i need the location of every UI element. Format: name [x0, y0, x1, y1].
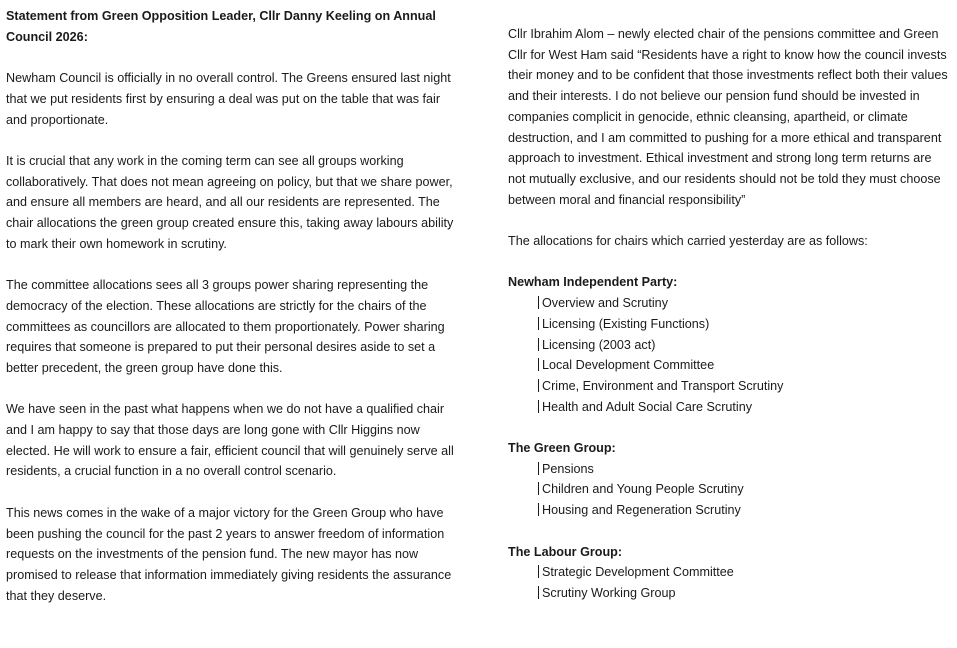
- paragraph-pension-fund-victory: This news comes in the wake of a major victory for the Green Group who have been pushing the council for the past 2 years to answer freedom of information requests on the investments of the pension fund. The new mayor has now promised to release that information immediately giving residents the assurance that they deserve.: [6, 505, 452, 603]
- list-item-label: Children and Young People Scrutiny: [542, 482, 744, 497]
- list-item-label: Licensing (2003 act): [542, 337, 656, 352]
- bullet-bar-icon: [538, 462, 539, 475]
- left-column: [6, 6, 461, 627]
- list-item: [538, 583, 948, 604]
- paragraph-qualified-chair: We have seen in the past what happens when we do not have a qualified chair and I am happy to say that those days are long gone with Cllr Higgins now elected. He will work to ensure a fair, efficient council that will genuinely serve all residents, a crucial function in a no overall control scenario.: [6, 402, 454, 479]
- group-title: The Labour Group:: [508, 544, 623, 559]
- list-item: [538, 562, 948, 583]
- list-item-label: Local Development Committee: [542, 358, 715, 373]
- group-title: The Green Group:: [508, 441, 616, 456]
- list-item: [538, 479, 948, 500]
- bullet-bar-icon: [538, 296, 539, 309]
- allocation-list: [508, 562, 948, 603]
- list-item: [538, 500, 948, 521]
- list-item: [538, 459, 948, 480]
- paragraph-collaboration: It is crucial that any work in the coming term can see all groups working collaboratively. That does not mean agreeing on policy, but that we share power, and ensure all members are heard, and all our residents are represented. The chair allocations the green group created ensure this, taking away labours ability to mark their own homework in scrutiny.: [6, 153, 454, 251]
- group-newham-independent: [508, 272, 948, 417]
- allocation-list: [508, 459, 948, 521]
- allocations-intro: The allocations for chairs which carried yesterday are as follows:: [508, 234, 868, 249]
- list-item-label: Pensions: [542, 461, 594, 476]
- list-item: [538, 355, 948, 376]
- bullet-bar-icon: [538, 317, 539, 330]
- list-item: [538, 376, 948, 397]
- pensions-chair-quote: Cllr Ibrahim Alom – newly elected chair of the pensions committee and Green Cllr for West Ham said “Residents have a right to know how the council invests their money and to be confident that those investments reflect both their values and their interests. I do not believe our pension fund should be invested in companies complicit in genocide, ethnic cleansing, apartheid, or climate destruction, and I am committed to pushing for a more ethical and transparent approach to investment. Ethical investment and strong long term returns are not mutually exclusive, and our residents should not be told they must choose between moral and financial responsibility”: [508, 27, 948, 207]
- paragraph-power-sharing: The committee allocations sees all 3 groups power sharing representing the democracy of the election. These allocations are strictly for the chairs of the committees as councillors are allocated to them proportionately. Power sharing requires that someone is prepared to put their personal desires aside to set a better precedent, the green group have done this.: [6, 278, 445, 375]
- list-item-label: Strategic Development Committee: [542, 565, 734, 580]
- list-item-label: Crime, Environment and Transport Scrutiny: [542, 378, 784, 393]
- list-item-label: Health and Adult Social Care Scrutiny: [542, 399, 753, 414]
- group-green: [508, 438, 948, 521]
- bullet-bar-icon: [538, 400, 539, 413]
- bullet-bar-icon: [538, 338, 539, 351]
- allocation-list: [508, 293, 948, 417]
- bullet-bar-icon: [538, 482, 539, 495]
- list-item: [538, 293, 948, 314]
- paragraph-no-overall-control: Newham Council is officially in no overall control. The Greens ensured last night that we put residents first by ensuring a deal was put on the table that was fair and proportionate.: [6, 71, 451, 127]
- list-item: [538, 397, 948, 418]
- bullet-bar-icon: [538, 586, 539, 599]
- list-item: [538, 335, 948, 356]
- statement-heading: Statement from Green Opposition Leader, Cllr Danny Keeling on Annual Council 2026:: [6, 9, 436, 44]
- group-title: Newham Independent Party:: [508, 275, 678, 290]
- list-item-label: Scrutiny Working Group: [542, 585, 676, 600]
- list-item-label: Overview and Scrutiny: [542, 296, 668, 311]
- bullet-bar-icon: [538, 503, 539, 516]
- group-labour: [508, 542, 948, 604]
- bullet-bar-icon: [538, 379, 539, 392]
- list-item: [538, 314, 948, 335]
- list-item-label: Licensing (Existing Functions): [542, 316, 710, 331]
- bullet-bar-icon: [538, 358, 539, 371]
- list-item-label: Housing and Regeneration Scrutiny: [542, 503, 741, 518]
- bullet-bar-icon: [538, 565, 539, 578]
- right-column: [508, 24, 948, 624]
